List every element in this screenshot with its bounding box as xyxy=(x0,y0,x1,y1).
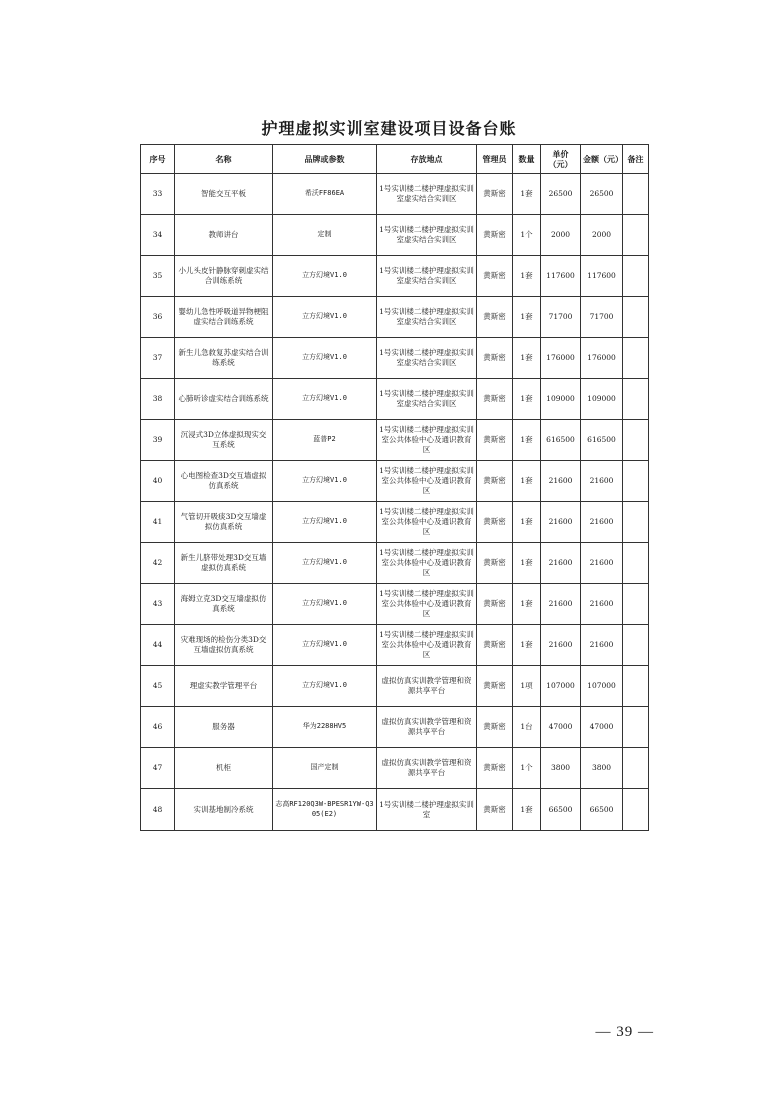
cell-no: 45 xyxy=(141,666,175,707)
cell-manager: 黄斯密 xyxy=(477,174,513,215)
cell-name: 新生儿急救复苏虚实结合训练系统 xyxy=(175,338,273,379)
cell-unit-price: 109000 xyxy=(541,379,581,420)
cell-remark xyxy=(623,338,649,379)
cell-manager: 黄斯密 xyxy=(477,707,513,748)
cell-unit-price: 21600 xyxy=(541,543,581,584)
cell-qty: 1套 xyxy=(513,420,541,461)
cell-unit-price: 26500 xyxy=(541,174,581,215)
cell-qty: 1套 xyxy=(513,256,541,297)
header-manager: 管理员 xyxy=(477,145,513,174)
cell-qty: 1套 xyxy=(513,174,541,215)
cell-qty: 1项 xyxy=(513,666,541,707)
header-location: 存放地点 xyxy=(377,145,477,174)
table-row xyxy=(141,379,649,420)
header-remark: 备注 xyxy=(623,145,649,174)
table-row xyxy=(141,543,649,584)
cell-amount: 21600 xyxy=(581,584,623,625)
cell-amount: 3800 xyxy=(581,748,623,789)
cell-brand: 立方幻境V1.0 xyxy=(273,461,377,502)
cell-no: 41 xyxy=(141,502,175,543)
cell-remark xyxy=(623,461,649,502)
cell-manager: 黄斯密 xyxy=(477,625,513,666)
cell-qty: 1套 xyxy=(513,789,541,831)
cell-qty: 1套 xyxy=(513,502,541,543)
page-title: 护理虚拟实训室建设项目设备台账 xyxy=(261,119,517,138)
cell-qty: 1个 xyxy=(513,215,541,256)
cell-no: 43 xyxy=(141,584,175,625)
cell-location: 1号实训楼二楼护理虚拟实训室虚实结合实训区 xyxy=(377,338,477,379)
cell-manager: 黄斯密 xyxy=(477,584,513,625)
cell-remark xyxy=(623,748,649,789)
header-amount: 金额（元） xyxy=(581,145,623,174)
cell-unit-price: 3800 xyxy=(541,748,581,789)
cell-manager: 黄斯密 xyxy=(477,256,513,297)
table-row xyxy=(141,338,649,379)
cell-location: 1号实训楼二楼护理虚拟实训室虚实结合实训区 xyxy=(377,215,477,256)
cell-manager: 黄斯密 xyxy=(477,420,513,461)
header-no: 序号 xyxy=(141,145,175,174)
cell-unit-price: 2000 xyxy=(541,215,581,256)
cell-name: 理虚实教学管理平台 xyxy=(175,666,273,707)
cell-location: 1号实训楼二楼护理虚拟实训室 xyxy=(377,789,477,831)
cell-qty: 1台 xyxy=(513,707,541,748)
cell-manager: 黄斯密 xyxy=(477,338,513,379)
cell-unit-price: 21600 xyxy=(541,625,581,666)
cell-unit-price: 66500 xyxy=(541,789,581,831)
table-row xyxy=(141,215,649,256)
cell-unit-price: 616500 xyxy=(541,420,581,461)
cell-location: 1号实训楼二楼护理虚拟实训室虚实结合实训区 xyxy=(377,379,477,420)
table-row xyxy=(141,256,649,297)
table-row xyxy=(141,420,649,461)
cell-qty: 1个 xyxy=(513,748,541,789)
cell-brand: 立方幻境V1.0 xyxy=(273,666,377,707)
cell-brand: 定制 xyxy=(273,215,377,256)
cell-brand: 立方幻境V1.0 xyxy=(273,297,377,338)
cell-no: 38 xyxy=(141,379,175,420)
cell-qty: 1套 xyxy=(513,543,541,584)
cell-qty: 1套 xyxy=(513,461,541,502)
table-row xyxy=(141,789,649,831)
table-body xyxy=(141,174,649,831)
cell-brand: 立方幻境V1.0 xyxy=(273,256,377,297)
cell-brand: 立方幻境V1.0 xyxy=(273,584,377,625)
cell-name: 心肺听诊虚实结合训练系统 xyxy=(175,379,273,420)
cell-unit-price: 71700 xyxy=(541,297,581,338)
cell-qty: 1套 xyxy=(513,338,541,379)
cell-no: 37 xyxy=(141,338,175,379)
table-row xyxy=(141,625,649,666)
cell-brand: 华为2288HV5 xyxy=(273,707,377,748)
cell-name: 灾难现场的检伤分类3D交互墙虚拟仿真系统 xyxy=(175,625,273,666)
cell-brand: 立方幻境V1.0 xyxy=(273,543,377,584)
cell-name: 沉浸式3D立体虚拟现实交互系统 xyxy=(175,420,273,461)
cell-remark xyxy=(623,297,649,338)
cell-remark xyxy=(623,256,649,297)
cell-amount: 47000 xyxy=(581,707,623,748)
cell-amount: 21600 xyxy=(581,502,623,543)
cell-remark xyxy=(623,543,649,584)
cell-location: 1号实训楼二楼护理虚拟实训室虚实结合实训区 xyxy=(377,256,477,297)
cell-amount: 2000 xyxy=(581,215,623,256)
cell-name: 服务器 xyxy=(175,707,273,748)
cell-brand: 蓝普P2 xyxy=(273,420,377,461)
cell-location: 1号实训楼二楼护理虚拟实训室公共体验中心及通识教育区 xyxy=(377,420,477,461)
cell-unit-price: 107000 xyxy=(541,666,581,707)
table-row xyxy=(141,666,649,707)
cell-no: 47 xyxy=(141,748,175,789)
cell-location: 1号实训楼二楼护理虚拟实训室公共体验中心及通识教育区 xyxy=(377,584,477,625)
cell-no: 35 xyxy=(141,256,175,297)
cell-unit-price: 21600 xyxy=(541,502,581,543)
cell-amount: 71700 xyxy=(581,297,623,338)
cell-remark xyxy=(623,707,649,748)
cell-manager: 黄斯密 xyxy=(477,379,513,420)
cell-location: 1号实训楼二楼护理虚拟实训室虚实结合实训区 xyxy=(377,297,477,338)
cell-no: 40 xyxy=(141,461,175,502)
cell-remark xyxy=(623,584,649,625)
cell-manager: 黄斯密 xyxy=(477,215,513,256)
cell-location: 1号实训楼二楼护理虚拟实训室公共体验中心及通识教育区 xyxy=(377,543,477,584)
cell-remark xyxy=(623,625,649,666)
cell-amount: 107000 xyxy=(581,666,623,707)
cell-unit-price: 21600 xyxy=(541,461,581,502)
cell-name: 新生儿脐带处理3D交互墙虚拟仿真系统 xyxy=(175,543,273,584)
cell-name: 小儿头皮针静脉穿刺虚实结合训练系统 xyxy=(175,256,273,297)
cell-name: 教师讲台 xyxy=(175,215,273,256)
cell-no: 34 xyxy=(141,215,175,256)
cell-amount: 176000 xyxy=(581,338,623,379)
cell-no: 48 xyxy=(141,789,175,831)
cell-qty: 1套 xyxy=(513,297,541,338)
cell-remark xyxy=(623,379,649,420)
cell-amount: 26500 xyxy=(581,174,623,215)
cell-unit-price: 21600 xyxy=(541,584,581,625)
cell-remark xyxy=(623,420,649,461)
cell-remark xyxy=(623,174,649,215)
cell-brand: 立方幻境V1.0 xyxy=(273,379,377,420)
cell-amount: 21600 xyxy=(581,461,623,502)
cell-no: 46 xyxy=(141,707,175,748)
table-row xyxy=(141,584,649,625)
cell-qty: 1套 xyxy=(513,625,541,666)
cell-manager: 黄斯密 xyxy=(477,748,513,789)
cell-brand: 立方幻境V1.0 xyxy=(273,625,377,666)
cell-location: 虚拟仿真实训教学管理和资源共享平台 xyxy=(377,707,477,748)
cell-qty: 1套 xyxy=(513,379,541,420)
header-qty: 数量 xyxy=(513,145,541,174)
cell-amount: 117600 xyxy=(581,256,623,297)
cell-manager: 黄斯密 xyxy=(477,789,513,831)
cell-location: 1号实训楼二楼护理虚拟实训室公共体验中心及通识教育区 xyxy=(377,461,477,502)
cell-location: 虚拟仿真实训教学管理和资源共享平台 xyxy=(377,748,477,789)
cell-no: 33 xyxy=(141,174,175,215)
cell-remark xyxy=(623,215,649,256)
cell-no: 44 xyxy=(141,625,175,666)
table-row xyxy=(141,461,649,502)
cell-no: 36 xyxy=(141,297,175,338)
cell-name: 机柜 xyxy=(175,748,273,789)
cell-location: 虚拟仿真实训教学管理和资源共享平台 xyxy=(377,666,477,707)
cell-amount: 109000 xyxy=(581,379,623,420)
header-name: 名称 xyxy=(175,145,273,174)
header-unit-price: 单价（元） xyxy=(541,145,581,174)
table-row xyxy=(141,174,649,215)
cell-location: 1号实训楼二楼护理虚拟实训室虚实结合实训区 xyxy=(377,174,477,215)
header-brand: 品牌或参数 xyxy=(273,145,377,174)
cell-no: 42 xyxy=(141,543,175,584)
cell-brand: 希沃FF86EA xyxy=(273,174,377,215)
cell-name: 气管切开吸痰3D交互墙虚拟仿真系统 xyxy=(175,502,273,543)
cell-name: 海姆立克3D交互墙虚拟仿真系统 xyxy=(175,584,273,625)
cell-brand: 立方幻境V1.0 xyxy=(273,502,377,543)
cell-name: 实训基地制冷系统 xyxy=(175,789,273,831)
table-row xyxy=(141,502,649,543)
cell-amount: 616500 xyxy=(581,420,623,461)
table-header-row xyxy=(141,145,649,174)
cell-unit-price: 117600 xyxy=(541,256,581,297)
cell-no: 39 xyxy=(141,420,175,461)
cell-brand: 志高RF120Q3W-BPESR1YW-Q305(E2) xyxy=(273,789,377,831)
cell-brand: 立方幻境V1.0 xyxy=(273,338,377,379)
cell-manager: 黄斯密 xyxy=(477,666,513,707)
cell-remark xyxy=(623,502,649,543)
cell-manager: 黄斯密 xyxy=(477,502,513,543)
cell-unit-price: 47000 xyxy=(541,707,581,748)
cell-manager: 黄斯密 xyxy=(477,297,513,338)
cell-name: 心电图检查3D交互墙虚拟仿真系统 xyxy=(175,461,273,502)
table-row xyxy=(141,297,649,338)
cell-unit-price: 176000 xyxy=(541,338,581,379)
cell-manager: 黄斯密 xyxy=(477,543,513,584)
cell-qty: 1套 xyxy=(513,584,541,625)
table-row xyxy=(141,707,649,748)
table-row xyxy=(141,748,649,789)
cell-remark xyxy=(623,789,649,831)
page-number: — 39 — xyxy=(595,1024,654,1040)
cell-location: 1号实训楼二楼护理虚拟实训室公共体验中心及通识教育区 xyxy=(377,625,477,666)
cell-brand: 国产定制 xyxy=(273,748,377,789)
cell-manager: 黄斯密 xyxy=(477,461,513,502)
equipment-ledger-table xyxy=(140,144,649,831)
cell-amount: 21600 xyxy=(581,543,623,584)
cell-remark xyxy=(623,666,649,707)
cell-name: 智能交互平板 xyxy=(175,174,273,215)
cell-name: 婴幼儿急性呼吸道异物梗阻虚实结合训练系统 xyxy=(175,297,273,338)
cell-amount: 21600 xyxy=(581,625,623,666)
cell-location: 1号实训楼二楼护理虚拟实训室公共体验中心及通识教育区 xyxy=(377,502,477,543)
cell-amount: 66500 xyxy=(581,789,623,831)
